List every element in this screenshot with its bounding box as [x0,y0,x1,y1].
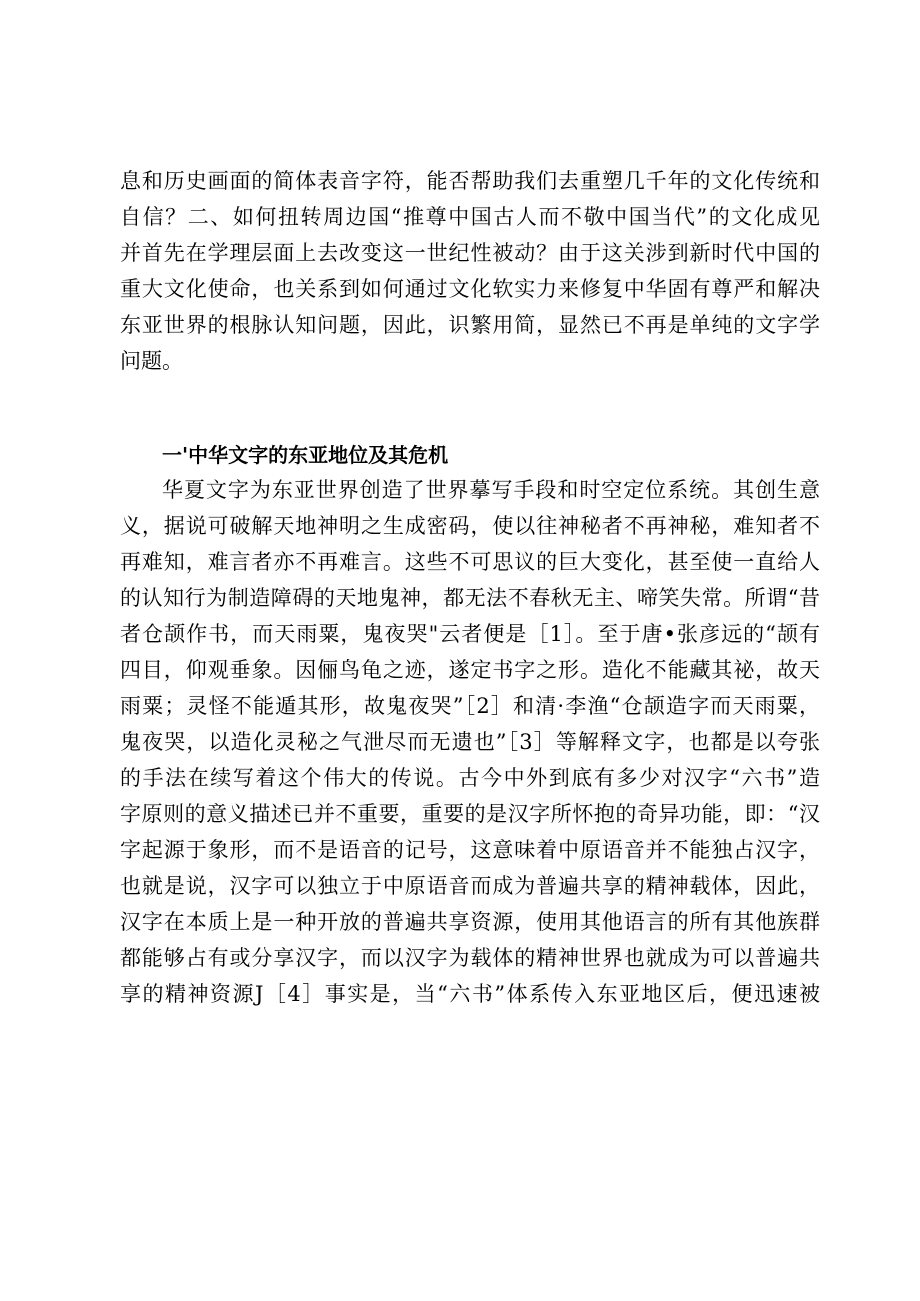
paragraph-line: 息和历史画面的简体表音字符，能否帮助我们去重塑几千年的文化传统和 [120,169,820,193]
paragraph-body [120,472,820,1012]
paragraph-line: 的认知行为制造障碍的天地鬼神，都无法不春秋无主、啼笑失常。所谓“昔 [120,586,820,610]
paragraph-line: 字原则的意义描述已并不重要，重要的是汉字所怀抱的奇异功能，即：“汉 [120,802,820,826]
paragraph-line: 的手法在续写着这个伟大的传说。古今中外到底有多少对汉字“六书”造 [120,766,820,790]
paragraph-line: 都能够占有或分享汉字，而以汉字为载体的精神世界也就成为可以普遍共 [120,946,820,970]
paragraph-line: 问题。 [120,349,183,373]
paragraph-line: 自信？二、如何扭转周边国“推尊中国古人而不敬中国当代”的文化成见 [120,205,820,229]
paragraph-line: 字起源于象形，而不是语音的记号，这意味着中原语音并不能独占汉字， [120,838,820,862]
paragraph-line: 享的精神资源J［4］事实是，当“六书”体系传入东亚地区后，便迅速被 [120,982,820,1006]
paragraph-line: 汉字在本质上是一种开放的普遍共享资源，使用其他语言的所有其他族群 [120,910,820,934]
paragraph-line: 鬼夜哭，以造化灵秘之气泄尽而无遗也”［3］等解释文字，也都是以夸张 [120,730,820,754]
paragraph-line: 华夏文字为东亚世界创造了世界摹写手段和时空定位系统。其创生意 [162,478,820,502]
paragraph-line: 东亚世界的根脉认知问题，因此，识繁用简，显然已不再是单纯的文字学 [120,313,820,337]
paragraph-line: 义，据说可破解天地神明之生成密码，使以往神秘者不再神秘，难知者不 [120,514,820,538]
paragraph-line: 雨粟；灵怪不能遁其形，故鬼夜哭”［2］和清·李渔“仓颉造字而天雨粟， [120,694,820,718]
paragraph-line: 重大文化使命，也关系到如何通过文化软实力来修复中华固有尊严和解决 [120,277,820,301]
paragraph-line: 四目，仰观垂象。因俪鸟龟之迹，遂定书字之形。造化不能藏其祕，故天 [120,658,820,682]
paragraph-line: 并首先在学理层面上去改变这一世纪性被动？由于这关涉到新时代中国的 [120,241,820,265]
paragraph-continuation [120,163,820,379]
section-heading: 一'中华文字的东亚地位及其危机 [162,443,449,467]
paragraph-line: 也就是说，汉字可以独立于中原语音而成为普遍共享的精神载体，因此， [120,874,820,898]
paragraph-line: 再难知，难言者亦不再难言。这些不可思议的巨大变化，甚至使一直给人 [120,550,820,574]
paragraph-line: 者仓颉作书，而天雨粟，鬼夜哭"云者便是［1］。至于唐•张彦远的“颉有 [120,622,820,646]
